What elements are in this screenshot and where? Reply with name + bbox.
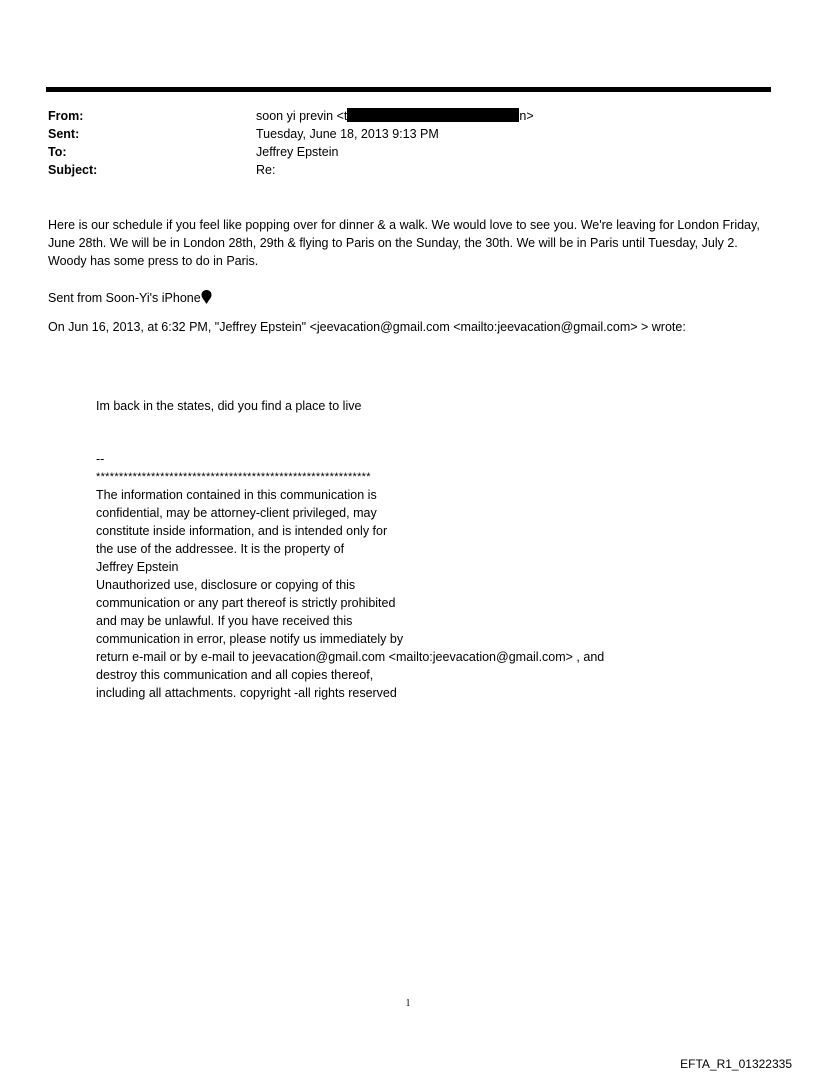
from-value-end: n> (519, 109, 534, 123)
to-value: Jeffrey Epstein (256, 145, 339, 159)
signature-line: communication or any part thereof is strictly prohibited (96, 596, 396, 610)
subject-row (48, 161, 748, 179)
email-body (48, 216, 773, 270)
to-row (48, 143, 748, 161)
signature-line: Jeffrey Epstein (96, 560, 179, 574)
from-value-start: soon yi previn <t (256, 109, 348, 123)
redaction-box (347, 108, 519, 122)
quoted-signature (96, 450, 736, 702)
signature-line: Unauthorized use, disclosure or copying of this (96, 578, 356, 592)
subject-value: Re: (256, 163, 276, 177)
signature-line: communication in error, please notify us immediately by (96, 632, 404, 646)
sent-row (48, 125, 748, 143)
sent-from-text: Sent from Soon-Yi's iPhone (48, 291, 201, 305)
signature-stars: ************************************************************ (96, 471, 371, 483)
body-paragraph: Here is our schedule if you feel like popping over for dinner & a walk. We would love to see you. We're leaving for London Friday, June 28th. We will be in London 28th, 29th & flying to Paris on the Sunday, the 30th. We will be in Paris until Tuesday, July 2. Woody has some press to do in Paris. (48, 218, 760, 268)
sent-value: Tuesday, June 18, 2013 9:13 PM (256, 127, 439, 141)
signature-line: and may be unlawful. If you have received this (96, 614, 353, 628)
from-value (256, 107, 748, 125)
to-label: To: (48, 145, 67, 159)
reply-attribution (48, 298, 686, 334)
page-number: 1 (405, 998, 411, 1009)
email-header (48, 107, 748, 179)
document-id: EFTA_R1_01322335 (680, 1057, 792, 1071)
top-rule (46, 87, 771, 92)
signature-line: including all attachments. copyright -all rights reserved (96, 686, 397, 700)
signature-dashes: -- (96, 452, 105, 466)
signature-line: the use of the addressee. It is the property of (96, 542, 345, 556)
sent-label: Sent: (48, 127, 80, 141)
reply-attribution-text: On Jun 16, 2013, at 6:32 PM, "Jeffrey Epstein" <jeevacation@gmail.com <mailto:jeevacation@gmail.com> > wrote: (48, 320, 686, 334)
from-row (48, 107, 748, 125)
signature-lines (96, 486, 736, 702)
signature-line: The information contained in this communication is (96, 488, 377, 502)
signature-line: constitute inside information, and is intended only for (96, 524, 388, 538)
from-label: From: (48, 109, 84, 123)
signature-line: return e-mail or by e-mail to jeevacation@gmail.com <mailto:jeevacation@gmail.com> , and (96, 650, 605, 664)
signature-line: destroy this communication and all copies thereof, (96, 668, 374, 682)
subject-label: Subject: (48, 163, 98, 177)
quoted-message: Im back in the states, did you find a place to live (96, 399, 362, 413)
signature-line: confidential, may be attorney-client privileged, may (96, 506, 377, 520)
